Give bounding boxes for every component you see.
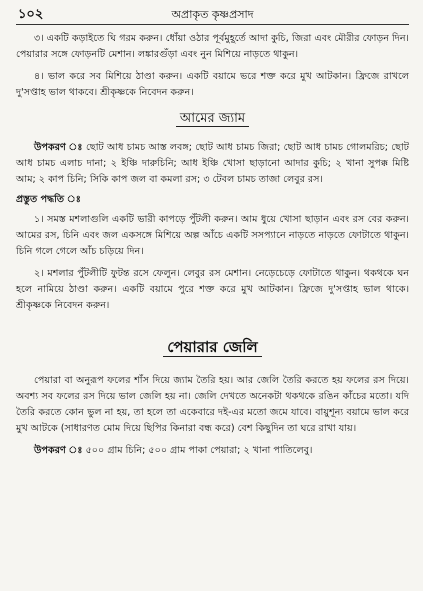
ingredients-text: ৫০০ গ্রাম চিনি; ৫০০ গ্রাম পাকা পেয়ারা; ২ খানা পাতিলেবু। bbox=[82, 445, 313, 456]
recipe-title-text: পেয়ারার জেলি bbox=[163, 338, 262, 357]
method-label: প্রস্তুত পদ্ধতি ঃ bbox=[16, 194, 81, 205]
step-paragraph: ৩। একটি কড়াইতে ঘি গরম করুন। ধোঁয়া ওঠার পূর্বমুহূর্তে আদা কুচি, জিরা এবং মৌরীর ফোড়ন দিন। পেয়ারার সঙ্গে ফোড়নটি মেশান। লঙ্কারগুঁড়া এবং নুন মিশিয়ে নাড়তে থাকুন। bbox=[16, 33, 409, 60]
ingredients-text: ছোট আধ চামচ আস্ত লবঙ্গ; ছোট আধ চামচ জিরা; ছোট আধ চামচ গোলমরিচ; ছোট আধ চামচ এলাচ দানা; ২ ইঞ্চি দারুচিনি; আধ ইঞ্চি খোসা ছাড়ানো আদার কুচি; ২ খানা সুপক্ক মিষ্টি আম; ২ কাপ চিনি; সিকি কাপ জল বা কমলা রস; ৩ টেবল চামচ তাজা লেবুর রস। bbox=[16, 142, 409, 185]
page-header bbox=[16, 0, 409, 24]
step-paragraph: ১। সমস্ত মশলাগুলি একটি ভারী কাপড়ে পুঁটলী করুন। আম ধুয়ে খোসা ছাড়ান এবং রস বের করুন। আমের রস, চিনি এবং জল একসঙ্গে মিশিয়ে অল্প আঁচে একটি সসপ্যানে নাড়তে নাড়তে ফোটাতে থাকুন। চিনি গলে গেলে আঁচ চড়িয়ে দিন। bbox=[16, 214, 409, 257]
ingredients-paragraph bbox=[16, 443, 409, 459]
step-paragraph: ২। মশলার পুঁটলীটি ফুটন্ত রসে ফেলুন। লেবুর রস মেশান। নেড়েচেড়ে ফোটাতে থাকুন। থকথকে ঘন হলে নামিয়ে ঠাণ্ডা করুন। একটি বয়ামে পুরে শক্ত করে মুখ আটকান। ফ্রিজে দু'সপ্তাহ ভাল থাকে। শ্রীকৃষ্ণকে নিবেদন করুন। bbox=[16, 268, 409, 311]
page-number: ১০২ bbox=[18, 7, 44, 22]
intro-paragraph: পেয়ারা বা অনুরূপ ফলের শাঁস দিয়ে জ্যাম তৈরি হয়। আর জেলি তৈরি করতে হয় ফলের রস দিয়ে। অবশ্য সব ফলের রস দিয়ে ভাল জেলি হয় না। জেলি দেখতে অনেকটা থকথকে রঙিন কাঁচের মতো। যদি তৈরি করতে কোন ভুল না হয়, তা হলে তা একেবারে দই-এর মতো জমে যাবে। বায়ুশূন্য বয়ামে ভাল করে মুখ আটকে (সাধারণত মোম দিয়ে ছিপির কিনারা বন্ধ করে) বেশ কিছুদিন তা ঘরে রাখা যায়। bbox=[16, 375, 409, 434]
step-paragraph: ৪। ভাল করে সব মিশিয়ে ঠাণ্ডা করুন। একটি বয়ামে ভরে শক্ত করে মুখ আটকান। ফ্রিজে রাখলে দু'সপ্তাহ ভাল থাকবে। শ্রীকৃষ্ণকে নিবেদন করুন। bbox=[16, 71, 409, 98]
recipe-title-guava-jelly bbox=[16, 336, 409, 361]
ingredients-label: উপকরণ ঃ bbox=[34, 142, 83, 153]
book-title: অপ্রাকৃত কৃষ্ণপ্রসাদ bbox=[171, 8, 254, 21]
ingredients-paragraph bbox=[16, 140, 409, 188]
recipe-title-mango-jam bbox=[16, 109, 409, 130]
recipe-title-text: আমের জ্যাম bbox=[176, 111, 249, 127]
ingredients-label: উপকরণ ঃ bbox=[34, 445, 83, 456]
